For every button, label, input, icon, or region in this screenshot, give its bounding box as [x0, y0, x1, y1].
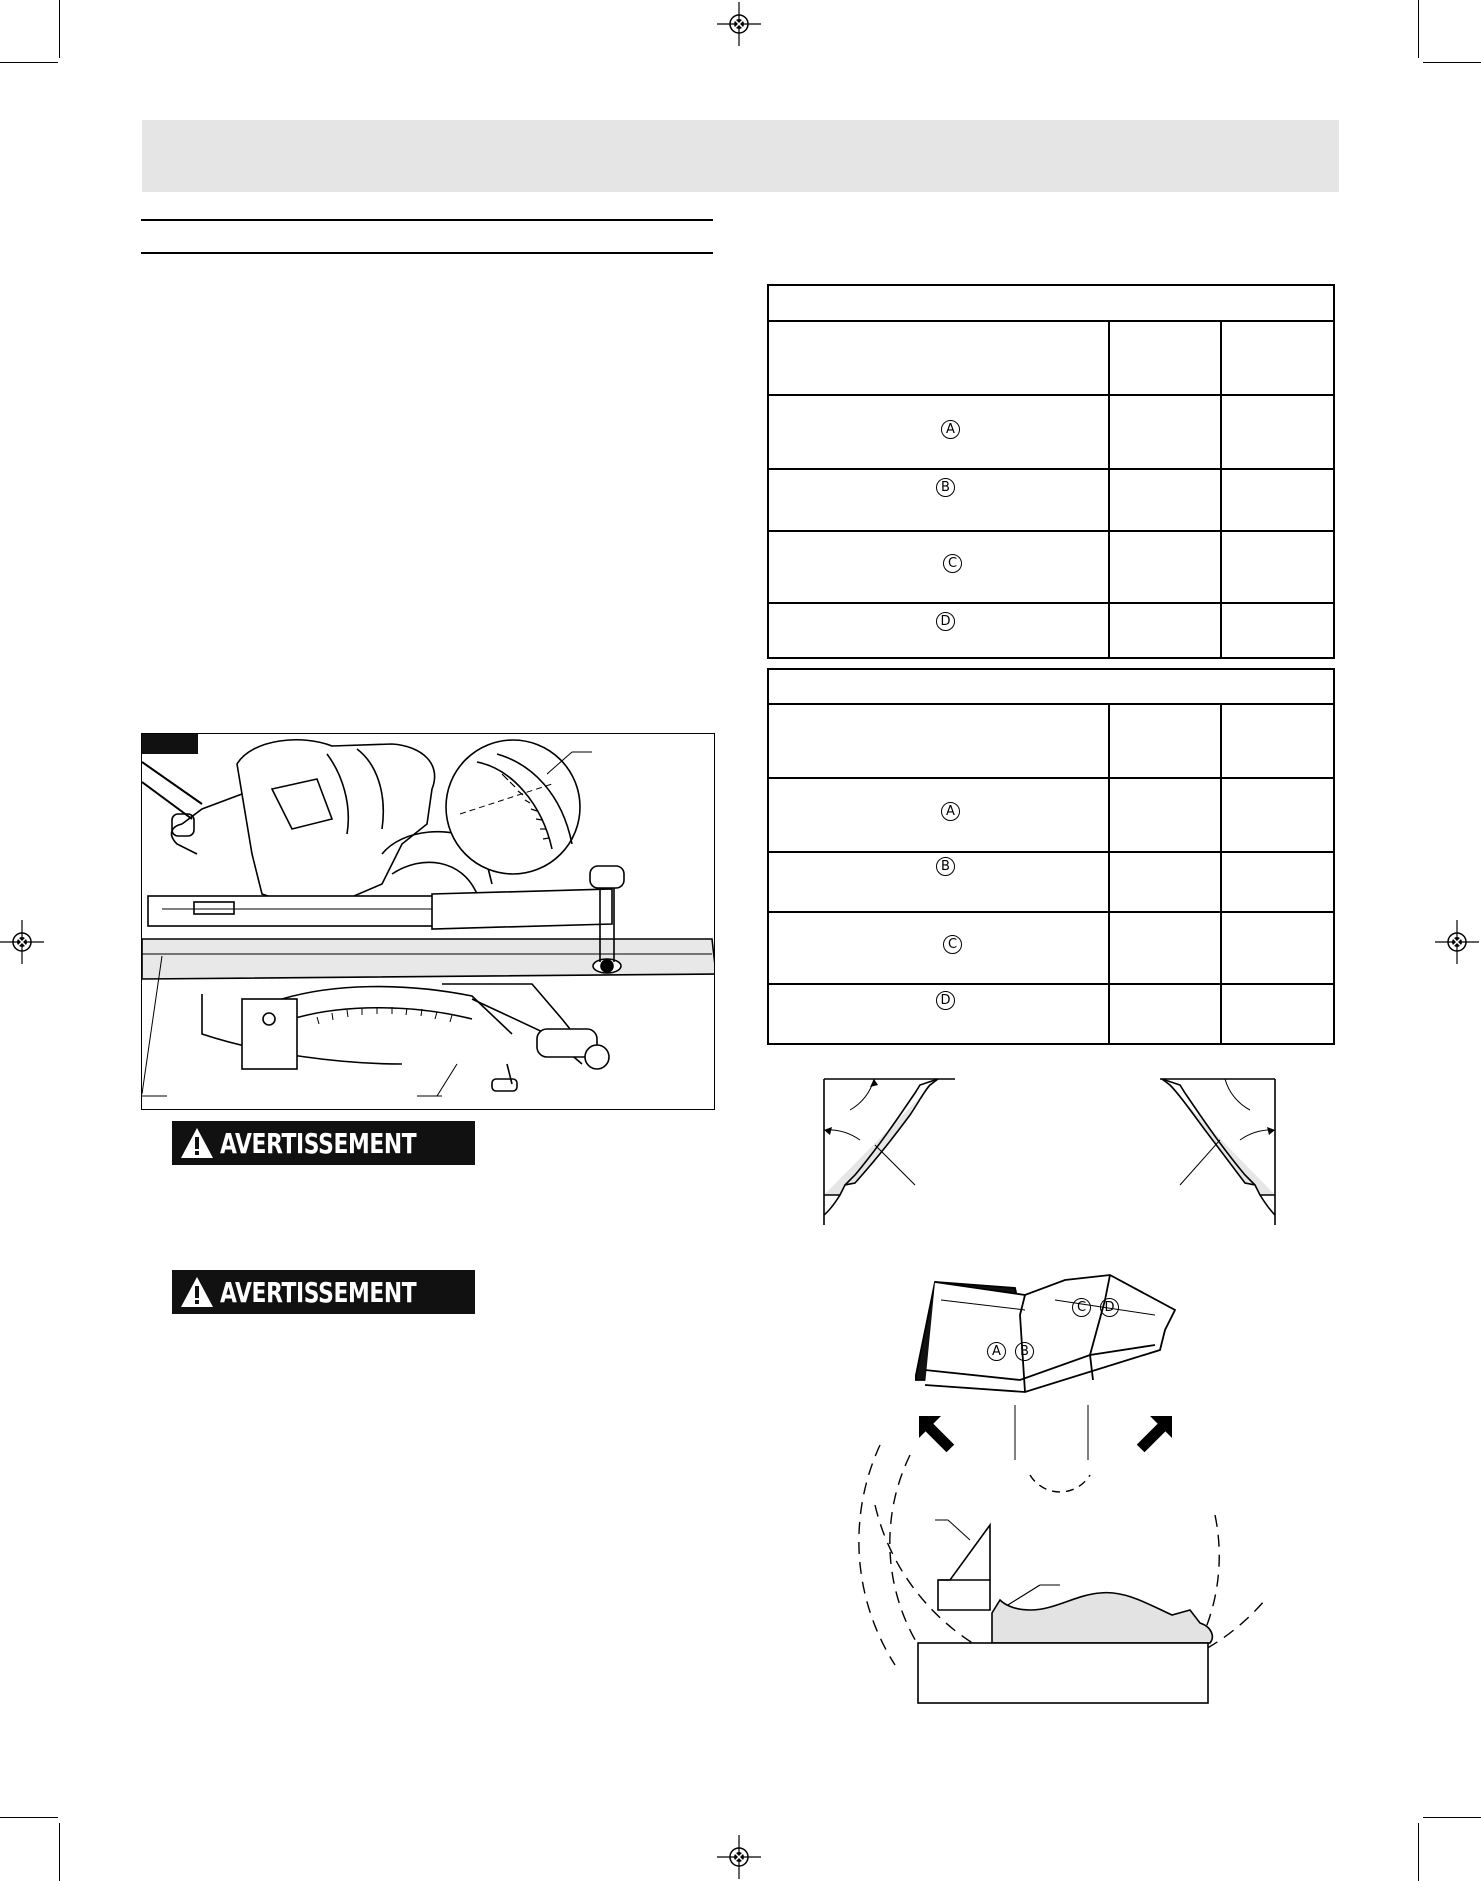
miter-saw-figure — [141, 733, 715, 1110]
registration-mark-icon — [0, 920, 44, 964]
label-c-icon: C — [1072, 1298, 1091, 1317]
table-row — [769, 777, 1333, 851]
crop-mark — [0, 1817, 58, 1818]
table-row — [769, 468, 1333, 530]
heading-rule-bottom — [141, 252, 713, 254]
table-row — [769, 983, 1333, 1045]
label-c-icon: C — [943, 554, 962, 573]
warning-badge — [172, 1270, 475, 1314]
crop-mark — [59, 0, 60, 58]
table-header-row — [769, 320, 1333, 394]
table-row — [769, 394, 1333, 468]
registration-mark-icon — [717, 1835, 761, 1879]
table-divider — [1108, 320, 1110, 657]
label-a-icon: A — [941, 420, 960, 439]
label-d-icon: D — [1100, 1298, 1119, 1317]
table-row — [769, 851, 1333, 911]
warning-triangle-icon — [180, 1127, 214, 1159]
crop-mark — [0, 62, 58, 63]
heading-rule-top — [141, 219, 713, 221]
warning-badge — [172, 1121, 475, 1165]
registration-mark-icon — [717, 2, 761, 46]
label-a-icon: A — [941, 802, 960, 821]
miter-saw-illustration — [142, 734, 715, 1110]
label-d-icon: D — [936, 991, 955, 1010]
section-header-band — [142, 120, 1339, 192]
label-d-icon: D — [936, 612, 955, 631]
label-b-icon: B — [936, 857, 955, 876]
crop-mark — [1418, 1823, 1419, 1881]
crop-mark — [1423, 1817, 1481, 1818]
warning-label: AVERTISSEMENT — [220, 1275, 417, 1309]
table-header-row — [769, 703, 1333, 777]
warning-label: AVERTISSEMENT — [220, 1126, 417, 1160]
settings-table-1 — [767, 284, 1335, 659]
label-a-icon: A — [987, 1342, 1006, 1361]
registration-mark-icon — [1435, 920, 1479, 964]
warning-triangle-icon — [180, 1276, 214, 1308]
table-divider — [1220, 320, 1222, 657]
table-row — [769, 911, 1333, 983]
label-b-icon: B — [936, 478, 955, 497]
molding-cut-setup-diagram — [820, 1405, 1280, 1725]
table-divider — [1220, 703, 1222, 1043]
label-b-icon: B — [1015, 1342, 1034, 1361]
crop-mark — [1418, 0, 1419, 58]
table-row — [769, 602, 1333, 659]
crop-mark — [59, 1823, 60, 1881]
label-c-icon: C — [943, 935, 962, 954]
crop-mark — [1423, 62, 1481, 63]
crown-molding-profile-diagram — [820, 1075, 1280, 1230]
table-row — [769, 530, 1333, 602]
settings-table-2 — [767, 668, 1335, 1045]
table-divider — [1108, 703, 1110, 1043]
